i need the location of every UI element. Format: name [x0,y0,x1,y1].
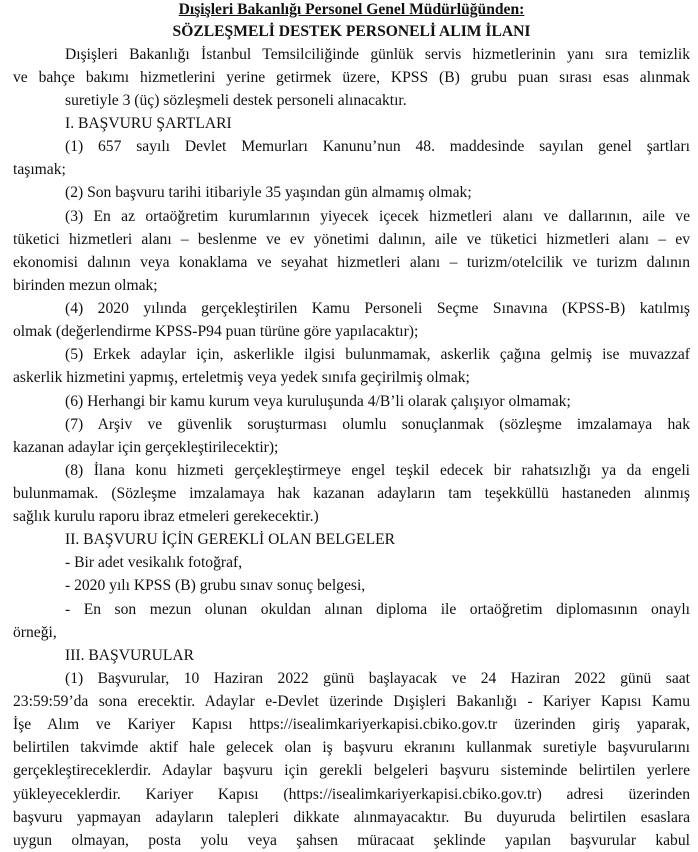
application-paragraph: gerçekleştireceklerdir. Adaylar başvuru için gerekli belgeleri başvuru sisteminde belirtilen yerlere [13,762,690,779]
intro-paragraph: suretiyle 3 (üç) sözleşmeli destek personeli alınacaktır. [65,92,407,109]
condition-item: kazanan adaylar için gerçekleştirilecektir); [13,439,279,456]
issuer-heading: Dışişleri Bakanlığı Personel Genel Müdürlüğünden: [178,1,525,18]
condition-item: taşımak; [13,161,66,178]
document-item: - En son mezun olunan okuldan alınan diploma ile ortaöğretim diplomasının onaylı [65,601,690,618]
application-paragraph: (1) Başvurular, 10 Haziran 2022 günü başlayacak ve 24 Haziran 2022 günü saat [65,670,690,687]
condition-item: sağlık kurulu raporu ibraz etmeleri gerekecektir.) [13,508,319,525]
condition-item: (8) İlana konu hizmeti gerçekleştirmeye engel teşkil edecek bir rahatsızlığı ya da engeli [65,462,690,479]
condition-item: (4) 2020 yılında gerçekleştirilen Kamu Personeli Seçme Sınavına (KPSS-B) katılmış [65,300,690,317]
condition-item: (5) Erkek adaylar için, askerlikle ilgisi bulunmamak, askerlik çağına gelmiş ise muvazzaf [65,346,690,363]
application-paragraph: İşe Alım ve Kariyer Kapısı https://isealimkariyerkapisi.cbiko.gov.tr üzerinden giriş yaparak, [13,716,690,733]
condition-item: birinden mezun olmak; [13,277,158,294]
condition-item: (1) 657 sayılı Devlet Memurları Kanunu’nun 48. maddesinde sayılan genel şartları [65,138,690,155]
condition-item: (3) En az ortaöğretim kurumlarının yiyecek içecek hizmetleri alanı ve dallarının, aile ve [65,208,690,225]
section-heading: I. BAŞVURU ŞARTLARI [65,115,232,132]
condition-item: ekonomisi dalının veya konaklama ve seyahat hizmetleri alanı – turizm/otelcilik ve turizm dalının [13,254,690,271]
condition-item: (7) Arşiv ve güvenlik soruşturması olumlu sonuçlanmak (sözleşme imzalamaya hak [65,416,690,433]
document-item: - Bir adet vesikalık fotoğraf, [65,554,243,571]
application-paragraph: başvuru yapmayan adayların talepleri dikkate alınmayacaktır. Bu duyuruda belirtilen esaslara [13,809,690,826]
application-paragraph: uygun olmayan, posta yolu veya şahsen müracaat şeklinde yapılan başvurular kabul [13,832,690,849]
condition-item: (6) Herhangi bir kamu kurum veya kuruluşunda 4/B’li olarak çalışıyor olmamak; [65,393,571,410]
document-item: örneği, [13,624,57,641]
application-paragraph: belirtilen takvimde aktif hale gelecek olan iş başvuru ekranını kullanmak suretiyle başvurularını [13,739,690,756]
condition-item: (2) Son başvuru tarihi itibariyle 35 yaşından gün almamış olmak; [65,184,472,201]
condition-item: tüketici hizmetleri alanı – beslenme ve ev yönetimi dalının, aile ve tüketici hizmetleri alanı – ev [13,231,690,248]
section-heading: II. BAŞVURU İÇİN GEREKLİ OLAN BELGELER [65,531,396,548]
section-heading: III. BAŞVURULAR [65,647,195,664]
document-item: - 2020 yılı KPSS (B) grubu sınav sonuç belgesi, [65,577,366,594]
intro-paragraph: Dışişleri Bakanlığı İstanbul Temsilciliğinde günlük servis hizmetlerinin yanı sıra temizlik [65,46,690,63]
condition-item: bulunmamak. (Sözleşme imzalamaya hak kazanan adayların tam teşekküllü hastaneden alınmış [13,485,690,502]
intro-paragraph: ve bahçe bakımı hizmetlerini yerine getirmek üzere, KPSS (B) grubu puan sırası esas alınmak [13,69,690,86]
application-paragraph: yükleyeceklerdir. Kariyer Kapısı (https://isealimkariyerkapisi.cbiko.gov.tr) adresi üzerinden [13,786,690,803]
condition-item: askerlik hizmetini yapmış, erteletmiş veya yedek sınıfa geçirilmiş olmak; [13,369,470,386]
condition-item: olmak (değerlendirme KPSS-P94 puan türüne göre yapılacaktır); [13,323,419,340]
announcement-title: SÖZLEŞMELİ DESTEK PERSONELİ ALIM İLANI [172,23,531,40]
application-paragraph: 23:59:59’da sona erecektir. Adaylar e-Devlet üzerinde Dışişleri Bakanlığı - Kariyer Kapısı Kamu [13,693,690,710]
